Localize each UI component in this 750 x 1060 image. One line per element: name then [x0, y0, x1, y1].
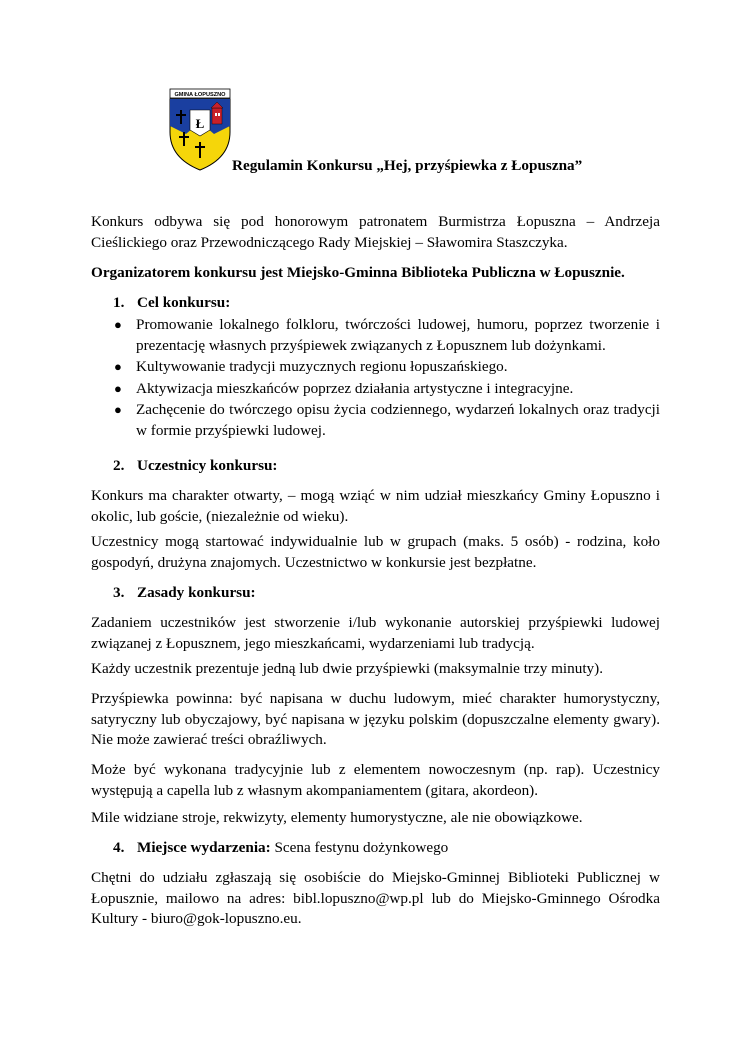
- section-label: Miejsce wydarzenia:: [137, 839, 271, 856]
- section-heading-venue: [113, 838, 653, 859]
- rules-paragraph-5: Mile widziane stroje, rekwizyty, elementy humorystyczne, ale nie obowiązkowe.: [91, 809, 583, 826]
- list-item: [112, 379, 660, 400]
- section-number: 1.: [113, 294, 125, 311]
- goals-list: [112, 315, 660, 442]
- participants-paragraph-1: Konkurs ma charakter otwarty, – mogą wziąć w nim udział mieszkańcy Gminy Łopuszno i okolic, lub goście, (niezależnie od wieku).: [91, 487, 660, 525]
- goal-text: Aktywizacja mieszkańców poprzez działania artystyczne i integracyjne.: [136, 379, 574, 397]
- bullet-icon: ●: [114, 402, 122, 417]
- section-label: Uczestnicy konkursu:: [137, 457, 278, 474]
- bullet-icon: ●: [114, 317, 122, 332]
- section-label: Zasady konkursu:: [137, 584, 256, 601]
- section-number: 4.: [113, 839, 125, 856]
- intro-paragraph: Konkurs odbywa się pod honorowym patronatem Burmistrza Łopuszna – Andrzeja Cieślickiego oraz Przewodniczącego Rady Miejskiej – Sławomira Staszczyka.: [91, 213, 660, 251]
- list-item: [112, 357, 660, 378]
- goal-text: Zachęcenie do twórczego opisu życia codziennego, wydarzeń lokalnych oraz tradycji w formie przyśpiewki ludowej.: [136, 401, 660, 439]
- rules-paragraph-4: Może być wykonana tradycyjnie lub z elementem nowoczesnym (np. rap). Uczestnicy występują a capella lub z własnym akompaniamentem (gitara, akordeon).: [91, 761, 660, 799]
- bullet-icon: ●: [114, 359, 122, 374]
- section-heading-participants: [113, 456, 653, 477]
- organizer-paragraph: Organizatorem konkursu jest Miejsko-Gminna Biblioteka Publiczna w Łopusznie.: [91, 264, 625, 281]
- section-number: 3.: [113, 584, 125, 601]
- list-item: [112, 315, 660, 356]
- rules-paragraph-2: Każdy uczestnik prezentuje jedną lub dwie przyśpiewki (maksymalnie trzy minuty).: [91, 660, 603, 677]
- section-number: 2.: [113, 457, 125, 474]
- registration-paragraph: Chętni do udziału zgłaszają się osobiście do Miejsko-Gminnej Biblioteki Publicznej w Łopusznie, mailowo na adres: bibl.lopuszno@wp.pl lub do Miejsko-Gminnego Ośrodka Kultury - biuro@gok-lopuszno.eu.: [91, 869, 660, 927]
- gmina-crest-icon: [166, 88, 234, 172]
- crest-banner-text: GMINA ŁOPUSZNO: [174, 92, 226, 98]
- participants-paragraph-2: Uczestnicy mogą startować indywidualnie lub w grupach (maks. 5 osób) - rodzina, koło gospodyń, drużyna znajomych. Uczestnictwo w konkursie jest bezpłatne.: [91, 533, 660, 571]
- venue-text: Scena festynu dożynkowego: [270, 839, 449, 856]
- list-item: [112, 400, 660, 441]
- svg-text:Ł: Ł: [195, 116, 205, 131]
- section-heading-rules: [113, 583, 653, 604]
- page-title: Regulamin Konkursu „Hej, przyśpiewka z Łopuszna”: [232, 157, 583, 174]
- goal-text: Promowanie lokalnego folkloru, twórczości ludowej, humoru, poprzez tworzenie i prezentację własnych przyśpiewek związanych z Łopusznem lub dożynkami.: [136, 316, 660, 354]
- rules-paragraph-3: Przyśpiewka powinna: być napisana w duchu ludowym, mieć charakter humorystyczny, satyryczny lub obyczajowy, być napisana w języku polskim (dopuszczalne elementy gwary). Nie może zawierać treści obraźliwych.: [91, 690, 660, 748]
- bullet-icon: ●: [114, 380, 122, 396]
- section-heading-goal: [113, 293, 653, 314]
- section-label: Cel konkursu:: [137, 294, 231, 311]
- rules-paragraph-1: Zadaniem uczestników jest stworzenie i/lub wykonanie autorskiej przyśpiewki ludowej związanej z Łopusznem, jego mieszkańcami, wydarzeniami lub tradycją.: [91, 614, 660, 652]
- goal-text: Kultywowanie tradycji muzycznych regionu łopuszańskiego.: [136, 358, 508, 375]
